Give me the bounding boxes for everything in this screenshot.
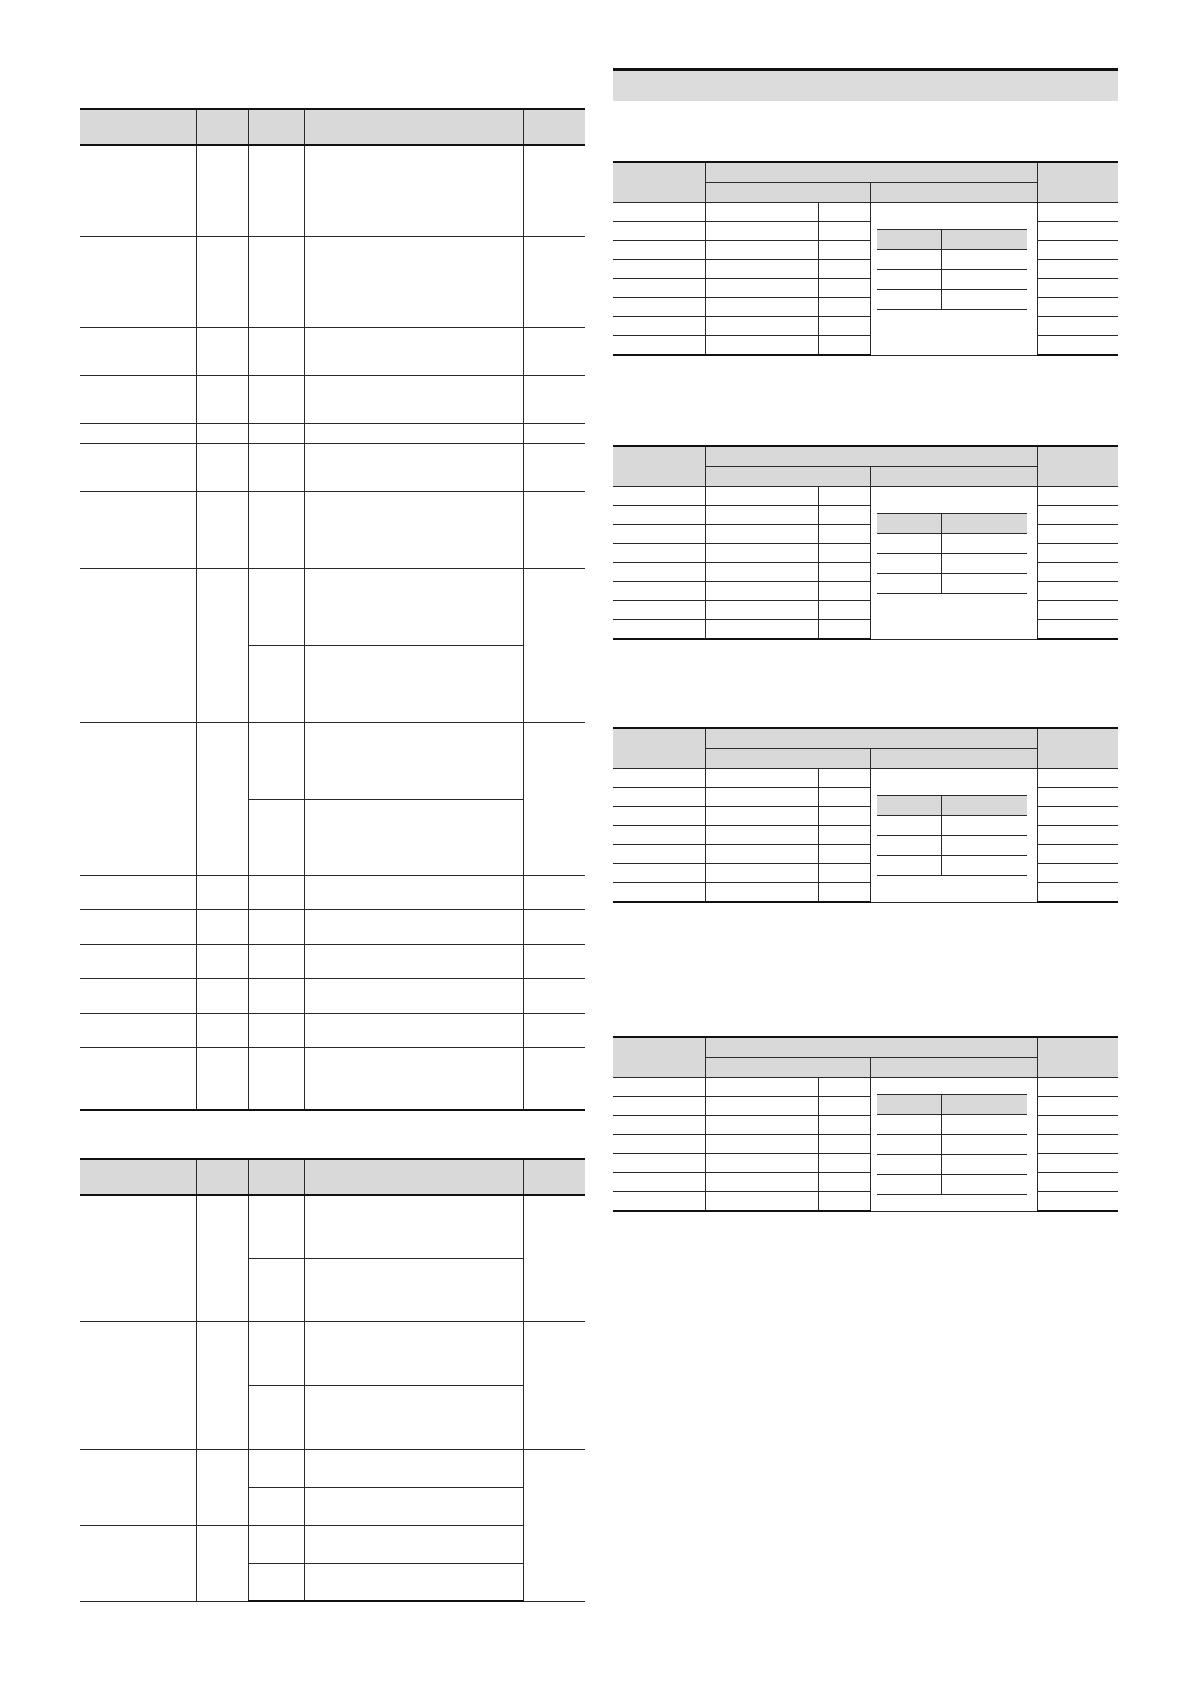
table-row [80, 1047, 585, 1110]
header-cell [248, 109, 304, 145]
table-row [80, 1525, 585, 1563]
header-cell [80, 109, 196, 145]
header-cell [304, 109, 523, 145]
table-row [613, 298, 1118, 317]
table-row [613, 864, 1118, 883]
table-row [80, 909, 585, 944]
table-row [80, 145, 585, 236]
table-row [80, 491, 585, 568]
table-row [613, 506, 1118, 525]
table-row [877, 574, 1027, 594]
table-row [80, 1195, 585, 1258]
io-table-2 [613, 445, 1118, 640]
table-row [80, 722, 585, 799]
table-header-row [877, 230, 1027, 250]
table-row [613, 582, 1118, 601]
table-header-row [80, 109, 585, 145]
io-table-1 [613, 161, 1118, 356]
table-row [613, 260, 1118, 279]
table-row [613, 1192, 1118, 1212]
header-cell [523, 109, 585, 145]
table-row [613, 1173, 1118, 1192]
section-header-bar [613, 68, 1118, 101]
parameter-table-2 [80, 1158, 585, 1602]
header-cell [613, 1037, 705, 1078]
table-row [613, 1116, 1118, 1135]
header-cell [705, 1037, 1037, 1058]
value-table-cell [870, 769, 1037, 903]
header-cell [1037, 1037, 1118, 1078]
io-table-4 [613, 1036, 1118, 1212]
table-header-row [877, 796, 1027, 816]
table-row [613, 1097, 1118, 1116]
header-cell [705, 183, 870, 203]
table-row [613, 601, 1118, 620]
table-row [613, 222, 1118, 241]
table-row [877, 836, 1027, 856]
value-table [877, 229, 1027, 310]
table-row [80, 978, 585, 1013]
header-cell [196, 1159, 248, 1195]
header-cell [613, 446, 705, 487]
table-row [877, 1115, 1027, 1135]
header-cell [705, 446, 1037, 467]
header-cell [80, 1159, 196, 1195]
table-row [80, 568, 585, 645]
table-row [877, 554, 1027, 574]
table-row [80, 944, 585, 978]
value-table-cell [870, 1078, 1037, 1212]
value-table [877, 513, 1027, 594]
table-row [613, 883, 1118, 903]
table-row [613, 1078, 1118, 1097]
table-row [613, 317, 1118, 336]
table-row [877, 816, 1027, 836]
header-cell [613, 162, 705, 203]
table-row [877, 250, 1027, 270]
table-row [613, 1135, 1118, 1154]
table-row [613, 620, 1118, 640]
table-row [613, 336, 1118, 356]
table-row [80, 236, 585, 327]
header-cell [705, 162, 1037, 183]
table-row [80, 1321, 585, 1385]
table-row [80, 423, 585, 443]
header-cell [196, 109, 248, 145]
table-row [613, 525, 1118, 544]
table-row [613, 544, 1118, 563]
header-cell [523, 1159, 585, 1195]
table-header-row [877, 514, 1027, 534]
table-row [613, 845, 1118, 864]
header-cell [248, 1159, 304, 1195]
table-row [80, 1449, 585, 1487]
header-cell [870, 749, 1037, 769]
header-cell [1037, 162, 1118, 203]
parameter-table-1 [80, 108, 585, 1111]
header-cell [1037, 728, 1118, 769]
table-row [613, 769, 1118, 788]
table-row [877, 1155, 1027, 1175]
table-row [877, 1175, 1027, 1195]
table-row [613, 807, 1118, 826]
table-row [877, 856, 1027, 876]
table-row [613, 487, 1118, 506]
header-cell [705, 1058, 870, 1078]
table-row [613, 203, 1118, 222]
table-row [877, 534, 1027, 554]
header-cell [705, 728, 1037, 749]
table-header-row [613, 446, 1118, 467]
table-row [80, 327, 585, 375]
table-header-row [613, 1037, 1118, 1058]
io-table-3 [613, 727, 1118, 903]
table-header-row [877, 1095, 1027, 1115]
value-table-cell [870, 203, 1037, 356]
header-cell [705, 749, 870, 769]
header-cell [1037, 446, 1118, 487]
table-header-row [80, 1159, 585, 1195]
table-row [613, 563, 1118, 582]
header-cell [705, 467, 870, 487]
value-table [877, 795, 1027, 876]
table-row [613, 279, 1118, 298]
value-table [877, 1094, 1027, 1195]
table-row [80, 1013, 585, 1047]
table-row [613, 241, 1118, 260]
table-header-row [613, 728, 1118, 749]
table-row [877, 1135, 1027, 1155]
table-row [877, 270, 1027, 290]
header-cell [304, 1159, 523, 1195]
table-row [613, 1154, 1118, 1173]
table-row [877, 290, 1027, 310]
header-cell [613, 728, 705, 769]
table-header-row [613, 162, 1118, 183]
header-cell [870, 467, 1037, 487]
header-cell [870, 183, 1037, 203]
header-cell [870, 1058, 1037, 1078]
table-row [613, 788, 1118, 807]
table-row [80, 875, 585, 909]
value-table-cell [870, 487, 1037, 640]
table-row [80, 375, 585, 423]
table-row [613, 826, 1118, 845]
table-row [80, 443, 585, 491]
